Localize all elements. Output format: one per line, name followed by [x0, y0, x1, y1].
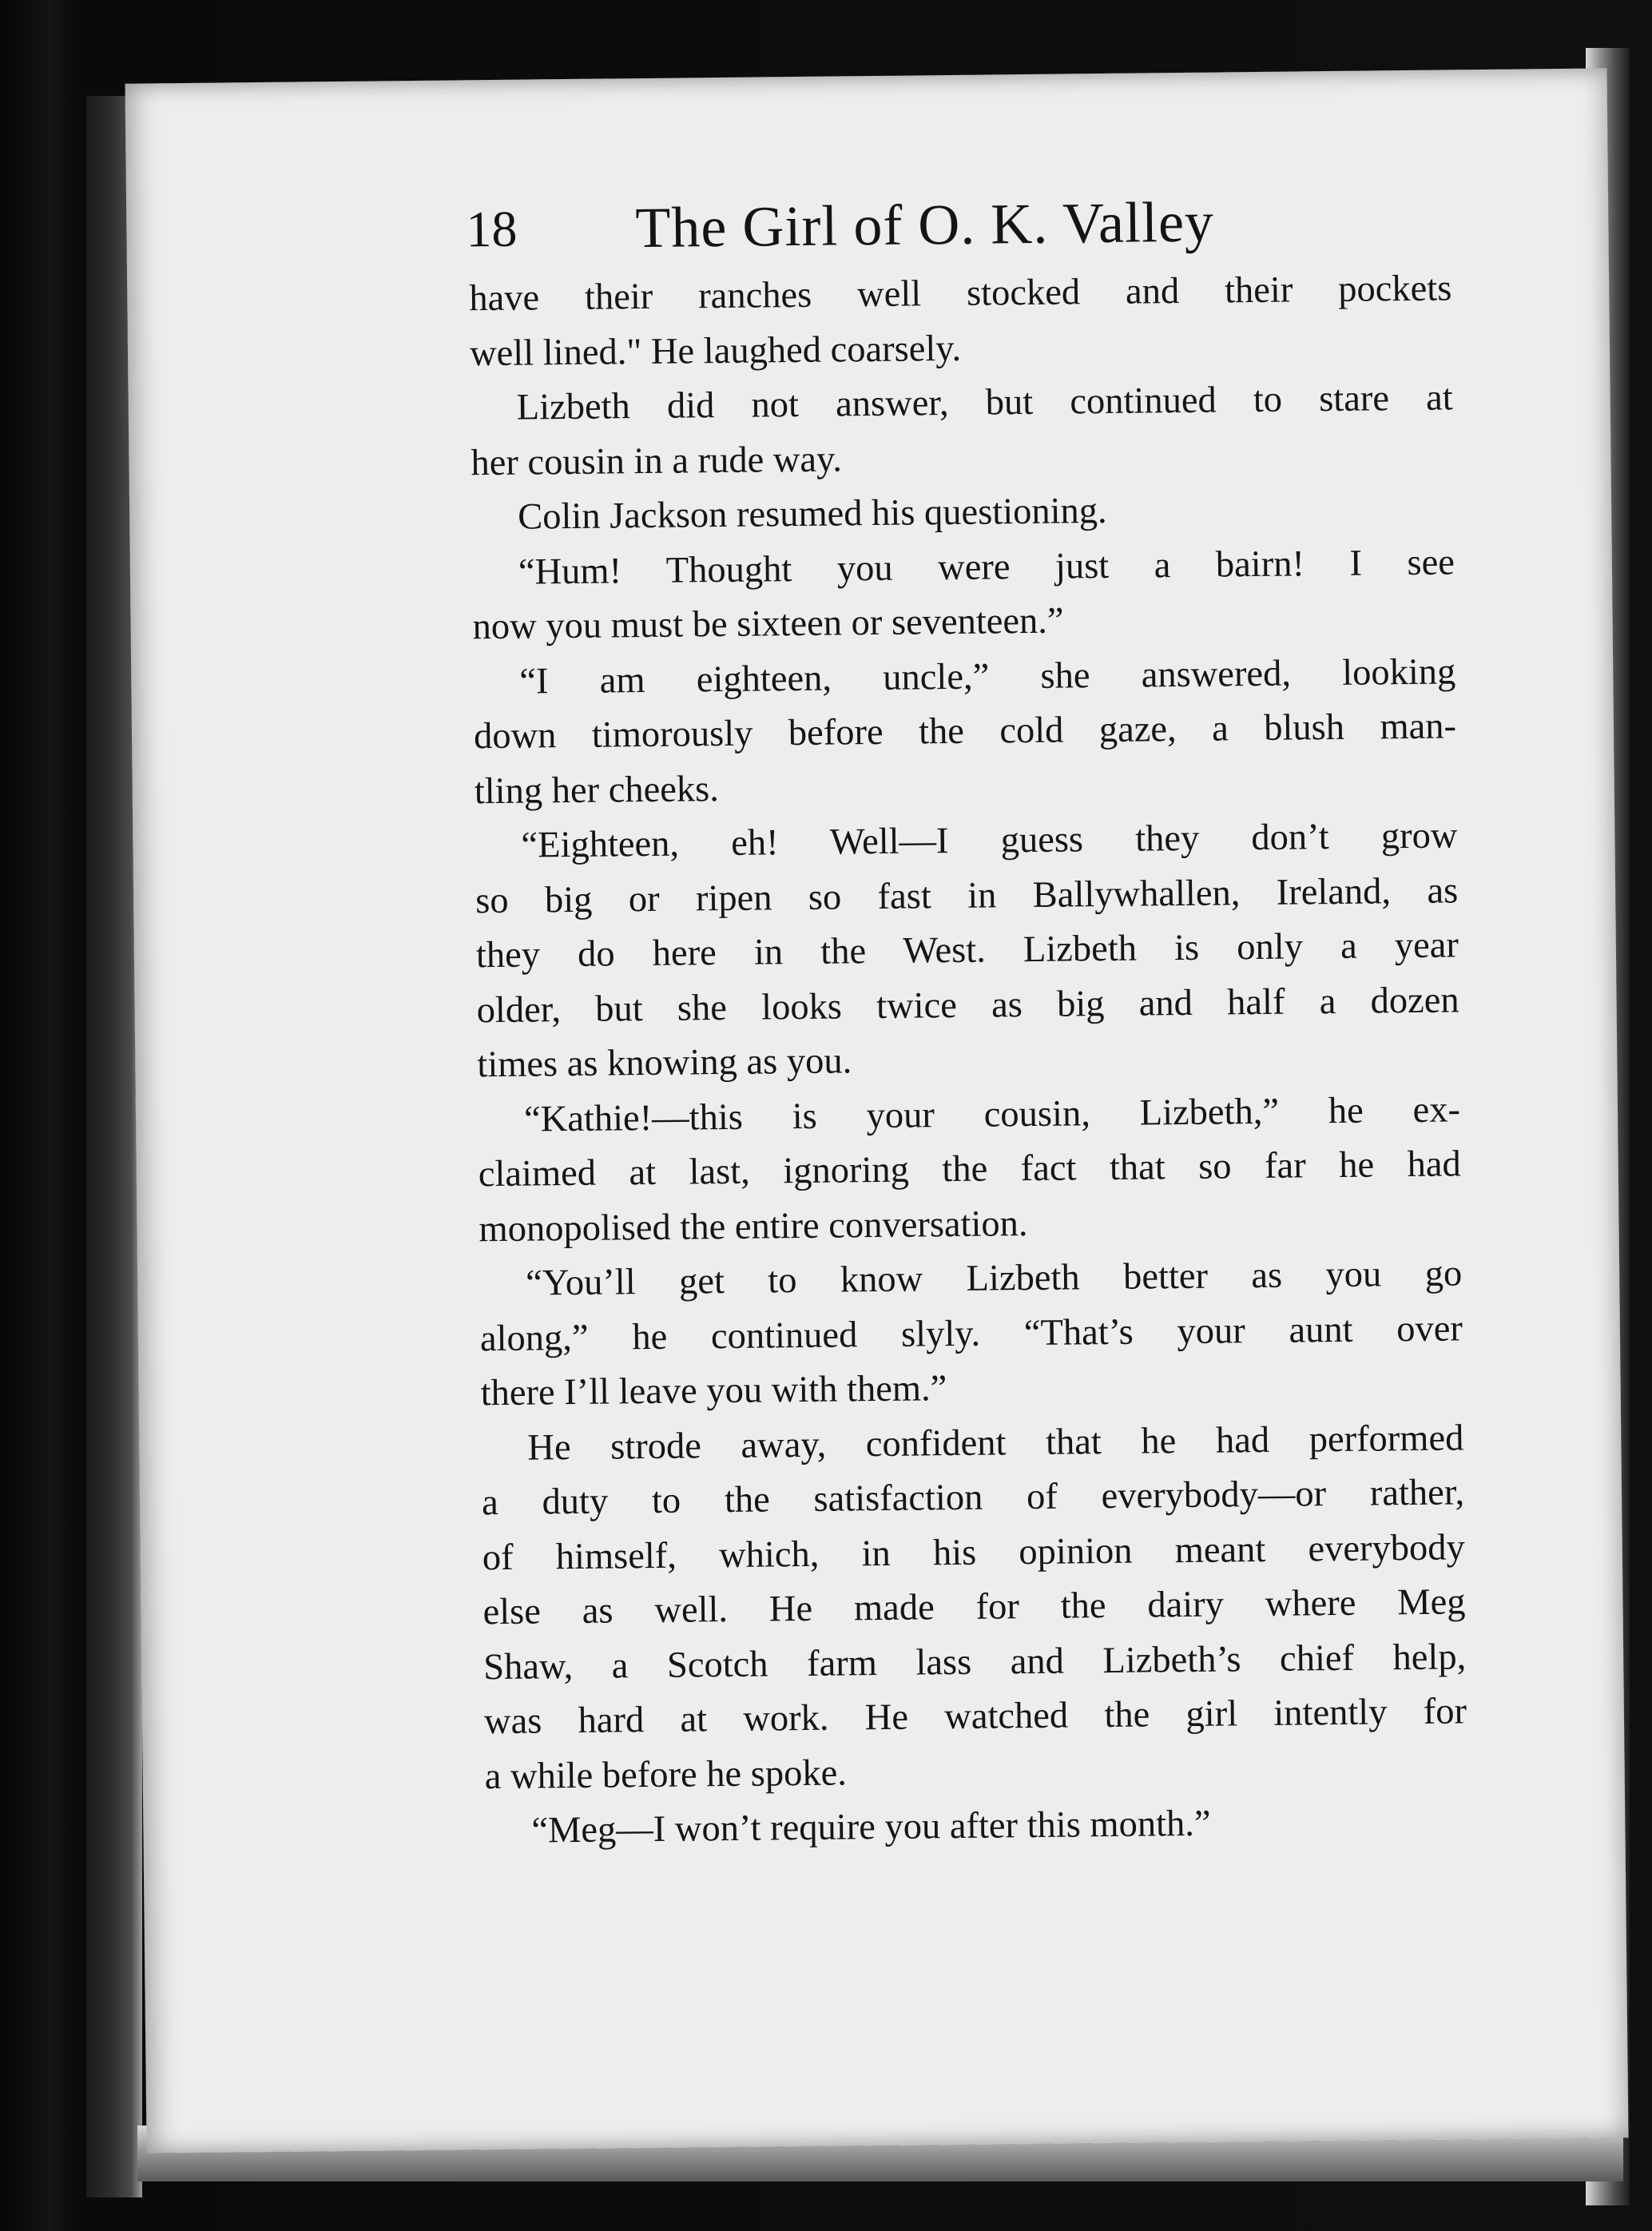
text-line: older, but she looks twice as big and half a dozen [476, 979, 1459, 1031]
text-line: “Eighteen, eh! Well—I guess they don’t grow [521, 815, 1458, 866]
text-line: was hard at work. He watched the girl intently for [483, 1691, 1467, 1743]
text-line: Lizbeth did not answer, but continued to stare at [516, 377, 1453, 428]
text-line: a while before he spoke. [484, 1752, 848, 1797]
text-line: a duty to the satisfaction of everybody—or rather, [481, 1472, 1465, 1524]
text-line: He strode away, confident that he had performed [527, 1417, 1464, 1469]
text-line: times as knowing as you. [477, 1040, 852, 1086]
text-line: tling her cheeks. [474, 768, 720, 812]
book-page [125, 68, 1628, 2153]
text-line: “Meg—I won’t require you after this month.” [531, 1803, 1211, 1851]
text-line: “Hum! Thought you were just a bairn! I see [518, 541, 1455, 593]
book-title: The Girl of O. K. Valley [634, 189, 1215, 260]
text-line: of himself, which, in his opinion meant everybody [482, 1526, 1466, 1578]
text-line: now you must be sixteen or seventeen.” [472, 600, 1064, 648]
text-line: they do here in the West. Lizbeth is only a year [475, 925, 1459, 976]
running-head [466, 176, 1425, 274]
body-text [469, 261, 1468, 1859]
text-line: “I am eighteen, uncle,” she answered, looking [519, 650, 1456, 702]
text-line: “Kathie!—this is your cousin, Lizbeth,” he ex- [523, 1088, 1461, 1140]
text-line: down timorously before the cold gaze, a blush man- [473, 706, 1457, 758]
text-line: else as well. He made for the dairy where Meg [482, 1581, 1466, 1633]
page-number: 18 [466, 200, 518, 258]
text-line: well lined." He laughed coarsely. [469, 328, 962, 374]
text-line: have their ranches well stocked and their pockets [469, 268, 1452, 320]
text-line: there I’ll leave you with them.” [480, 1368, 947, 1414]
text-line: monopolised the entire conversation. [479, 1203, 1028, 1250]
text-line: “You’ll get to know Lizbeth better as you go [525, 1253, 1463, 1304]
text-line: Colin Jackson resumed his questioning. [517, 490, 1107, 538]
text-line: Shaw, a Scotch farm lass and Lizbeth’s chief help, [482, 1636, 1467, 1688]
text-line: along,” he continued slyly. “That’s your aunt over [479, 1307, 1463, 1359]
text-line: her cousin in a rude way. [471, 438, 843, 483]
text-line: so big or ripen so fast in Ballywhallen, Ireland, as [475, 869, 1459, 921]
text-line: claimed at last, ignoring the fact that so far he had [478, 1143, 1462, 1195]
